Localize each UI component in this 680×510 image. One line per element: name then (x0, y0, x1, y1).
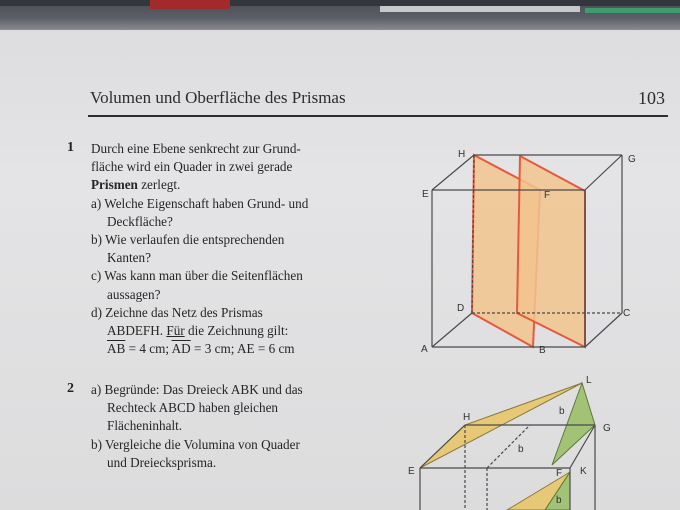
vertex-label-d: D (457, 303, 465, 314)
prism-name: ABDEFH. (107, 323, 164, 339)
vertex-label-g: G (628, 154, 636, 165)
vertex-label-f2: F (556, 468, 563, 479)
task1-d-line: d) Zeichne das Netz des Prismas (91, 304, 263, 320)
vertex-label-k: K (580, 466, 587, 477)
task1-intro-rest: zerlegt. (137, 177, 181, 193)
page-number: 103 (638, 88, 665, 108)
task2-b-line: b) Vergleiche die Volumina von Quader (91, 436, 300, 452)
vertex-label-e2: E (408, 466, 415, 477)
vertex-label-h2: H (463, 412, 471, 423)
vertex-label-f: F (544, 190, 551, 201)
task2-b-line: und Dreiecksprisma. (107, 454, 217, 470)
length-label-b: b (518, 444, 524, 455)
value-ae: AE = 6 cm (236, 341, 295, 357)
task1-a-line: a) Welche Eigenschaft haben Grund- und (91, 195, 309, 211)
vertex-label-c: C (623, 308, 631, 319)
vertex-label-a: A (421, 344, 428, 355)
segment-ab: $\overline{AB}$ (107, 341, 126, 357)
value-ab: = 4 cm; (125, 341, 170, 357)
length-label-b: b (559, 406, 565, 417)
task1-intro-line: fläche wird ein Quader in zwei gerade (91, 159, 293, 175)
page-header-title: Volumen und Oberfläche des Prismas (90, 88, 346, 107)
task1-b-line: b) Wie verlaufen die entsprechenden (91, 232, 285, 248)
task1-a-line: Deckfläche? (107, 213, 173, 229)
task1-bold-term: Prismen (91, 177, 138, 193)
task2-a-line: Rechteck ABCD haben gleichen (107, 400, 279, 416)
task1-c-line: c) Was kann man über die Seitenflächen (91, 268, 303, 284)
vertex-label-g2: G (603, 423, 611, 434)
value-ad: = 3 cm; (190, 341, 235, 357)
task1-d-rest: die Zeichnung gilt: (187, 323, 289, 339)
task2-a-line: a) Begründe: Das Dreieck ABK und das (91, 382, 303, 397)
task1-number: 1 (67, 140, 74, 155)
segment-ad: $\overline{AD}$ (171, 341, 191, 357)
task1-intro-line: Durch eine Ebene senkrecht zur Grund- (91, 141, 301, 156)
vertex-label-l: L (586, 375, 592, 386)
vertex-label-b: B (539, 345, 546, 356)
task1-b-line: Kanten? (107, 250, 151, 266)
task1-c-line: aussagen? (107, 286, 161, 302)
task2-number: 2 (67, 381, 74, 396)
task1-d-fuer: Für (166, 323, 185, 339)
vertex-label-h: H (458, 149, 466, 160)
length-label-b: b (556, 495, 562, 506)
task2-a-line: Flächeninhalt. (107, 418, 183, 434)
figure2-faces (420, 383, 595, 510)
vertex-label-e: E (422, 189, 429, 200)
